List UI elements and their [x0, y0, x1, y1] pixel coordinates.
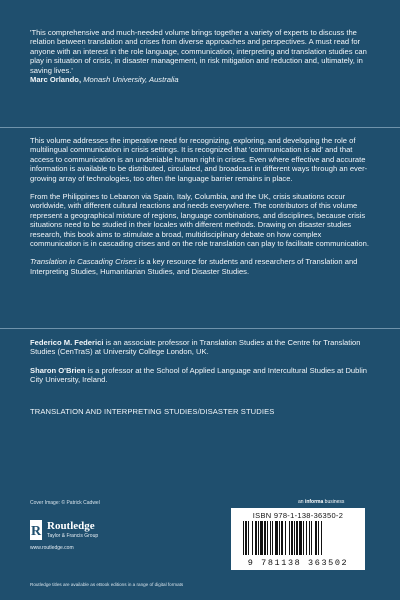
ean-number: 9 781138 363502 [247, 558, 349, 568]
author-1-bio: is an associate professor in Translation Studies at the Centre for Translation Studies (CenTraS) at University College London, UK. [30, 338, 361, 357]
author-bios [30, 338, 371, 394]
publisher-group: Taylor & Francis Group [47, 533, 99, 539]
series-subject: TRANSLATION AND INTERPRETING STUDIES/DISASTER STUDIES [30, 407, 275, 416]
ebook-note: Routledge titles are available as eBook editions in a range of digital formats [30, 582, 184, 587]
book-title: Translation in Cascading Crises [30, 257, 137, 267]
cover-image-credit: Cover Image: © Patrick Cadwel [30, 500, 100, 506]
description-paragraph-3-text: is a key resource for students and researchers of Translation and Interpreting Studies, Humanitarian Studies, and Disaster Studies. [30, 257, 358, 276]
endorsement-attribution: Marc Orlando, Monash University, Australia [30, 75, 179, 85]
publisher-logo [30, 520, 190, 560]
barcode-icon [243, 521, 353, 559]
author-bio-1 [30, 338, 371, 357]
publisher-url: www.routledge.com [30, 545, 74, 551]
endorser-affiliation: Monash University, Australia [83, 75, 179, 85]
isbn-label: ISBN 978-1-138-36350-2 [252, 511, 344, 520]
description-paragraph-2: From the Philippines to Lebanon via Spain, Italy, Columbia, and the UK, crisis situations occur worldwide, with different cultural reactions and needs everywhere. The contributors of this volume represent a geographical mixture of regions, language combinations, and disciplines, because crisis situations need to be studied in their locales with different methods. Drawing on disaster studies research, this book aims to stimulate a broad, multidisciplinary debate on how complex communication is in cascading crises and on the role translation can play to facilitate communication. [30, 192, 369, 249]
book-description [30, 136, 371, 285]
description-paragraph-1: This volume addresses the imperative need for recognizing, exploring, and developing the role of multilingual communication in crisis settings. It is recognized that 'communication is aid' and that access to communication is an undeniable human right in crises. Even where effective and accurate information is available to be distributed, circulated, and broadcast in different ways through an ever-growing array of technologies, too often the language barrier remains in place. [30, 136, 368, 183]
divider-middle [0, 328, 400, 329]
author-2-bio: is a professor at the School of Applied Language and Intercultural Studies at Dublin City University, Ireland. [30, 365, 367, 385]
author-1-name: Federico M. Federici [30, 338, 104, 347]
author-bio-2 [30, 366, 371, 385]
endorsement-quote: 'This comprehensive and much-needed volume brings together a variety of experts to discuss the relation between translation and crises from diverse approaches and perspectives. A must read for anyone with an interest in the role language, communication, interpreting and translation studies can play in situation of crisis, in disaster management, in risk mitigation and reduction and, ultimately, in saving lives.' [30, 28, 367, 75]
informa-business-label: an informa business [298, 499, 345, 505]
barcode-panel [231, 508, 365, 570]
endorser-name: Marc Orlando [30, 75, 79, 85]
author-2-name: Sharon O'Brien [30, 365, 86, 375]
endorsement-blurb [30, 28, 371, 84]
divider-top [0, 127, 400, 128]
routledge-r-icon [30, 520, 42, 540]
svg-text:R: R [30, 524, 42, 539]
informa-name: informa [304, 499, 324, 505]
publisher-name: Routledge [47, 520, 95, 532]
description-paragraph-3 [30, 257, 371, 276]
